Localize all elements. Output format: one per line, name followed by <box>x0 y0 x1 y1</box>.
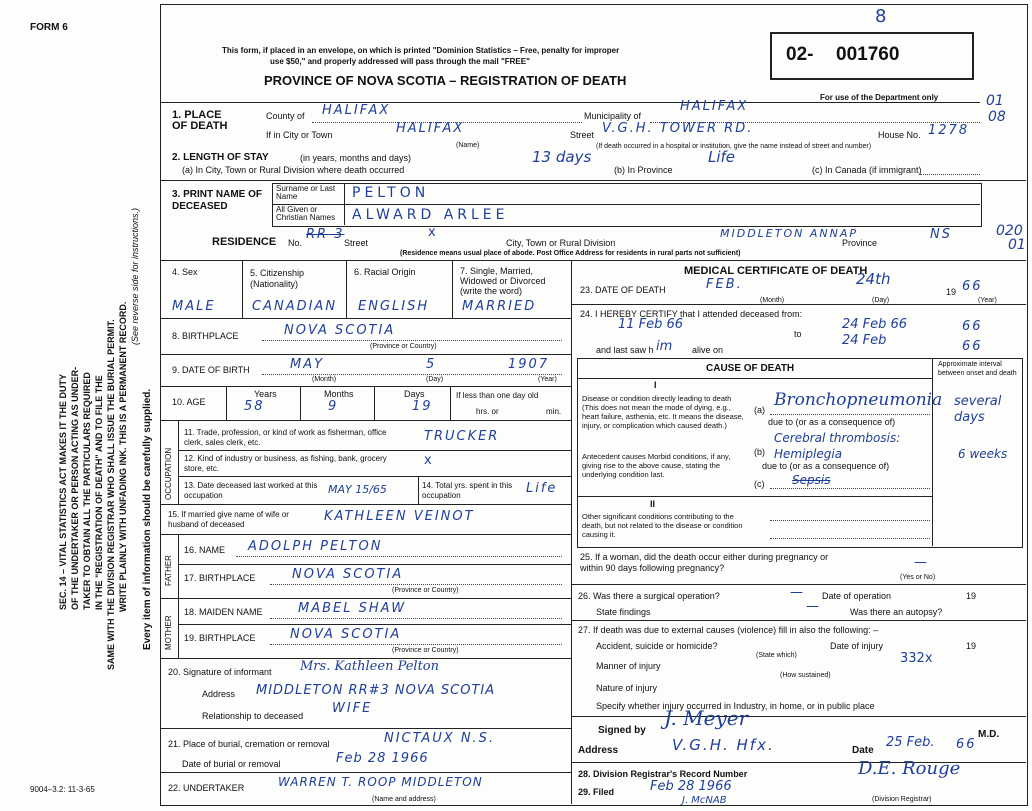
rule-15 <box>160 504 571 505</box>
q25-label: 25. If a woman, did the death occur either during pregnancy or within 90 days following pregnancy? <box>580 552 829 573</box>
mother-maiden-label: 18. MAIDEN NAME <box>184 607 263 617</box>
informant-signature: Mrs. Kathleen Pelton <box>300 659 440 674</box>
registrar-signature: D.E. Rouge <box>858 758 961 779</box>
mother-section-label: MOTHER <box>164 615 173 650</box>
stay-c-label: (c) In Canada (if immigrant) <box>812 165 922 175</box>
filed-by: J. McNAB <box>682 795 727 806</box>
dob-day-hint: (Day) <box>426 376 444 383</box>
dob-day: 5 <box>426 357 437 372</box>
yes-no-hint: (Yes or No) <box>900 574 936 581</box>
residence-division-label: City, Town or Rural Division <box>506 238 616 248</box>
death-year: 66 <box>962 279 983 294</box>
informant-address-value: MIDDLETON RR#3 NOVA SCOTIA <box>256 683 496 698</box>
attended-from: 11 Feb 66 <box>618 317 684 332</box>
county-label: County of <box>266 111 305 121</box>
form-code: 9004–3.2: 11-3-65 <box>30 785 95 794</box>
state-findings-label: State findings <box>596 607 651 617</box>
surname-value: PELTON <box>352 185 430 201</box>
undertaker-hint: (Name and address) <box>372 796 436 803</box>
residence-note: (Residence means usual place of abode. Post Office Address for residents in rural parts not sufficient) <box>400 250 741 257</box>
deceased-label: 3. PRINT NAME OF DECEASED <box>172 189 263 212</box>
cause-of-death-heading: CAUSE OF DEATH <box>706 363 795 374</box>
city-name-hint: (Name) <box>456 142 480 149</box>
mother-birthplace-label: 19. BIRTHPLACE <box>184 633 256 643</box>
given-names-value: ALWARD ARLEE <box>352 207 509 223</box>
stay-b-label: (b) In Province <box>614 165 673 175</box>
interval-heading: Approximate interval between onset and death <box>938 361 1017 377</box>
q29-label: 29. Filed <box>578 787 615 797</box>
municipality-value: HALIFAX <box>680 99 749 114</box>
rule-left-top <box>160 260 1026 261</box>
mother-divider <box>178 598 179 658</box>
burial-date-value: Feb 28 1966 <box>336 751 429 766</box>
signed-by-value: J. Meyer <box>664 706 749 730</box>
residence-province-value: NS <box>930 227 952 242</box>
rule-18 <box>160 598 571 599</box>
last-worked-value: MAY 15/65 <box>328 483 387 496</box>
section-i: I <box>654 380 657 390</box>
rule-9 <box>160 354 571 355</box>
cause-c-value: Sepsis <box>792 473 831 487</box>
occupation-divider <box>178 420 179 504</box>
dept-code-1: 01 <box>986 93 1004 109</box>
col-14-divider <box>418 476 419 504</box>
cause-a-line <box>770 414 930 415</box>
mother-maiden-line <box>270 618 562 619</box>
given-names-label: All Given or Christian Names <box>276 205 336 222</box>
dept-use-label: For use of the Department only <box>820 93 939 102</box>
length-of-stay-hint: (in years, months and days) <box>300 153 412 163</box>
age-years-value: 58 <box>244 399 265 414</box>
side-text-2: OF THE UNDERTAKER OR PERSON ACTING AS UNDER- <box>70 366 80 610</box>
form-number: FORM 6 <box>30 22 68 33</box>
cert-date-value: 25 Feb. <box>886 735 935 750</box>
residence-street-value: x <box>428 225 438 240</box>
hrs-label: hrs. or <box>476 407 499 416</box>
burial-date-label: Date of burial or removal <box>182 759 281 769</box>
alive-on-year: 66 <box>962 339 983 354</box>
nature-label: Nature of injury <box>596 683 658 693</box>
q27-label: 27. If death was due to external causes (violence) fill in also the following: – <box>578 625 879 635</box>
disease-label: Disease or condition directly leading to death (This does not mean the mode of dying, e.g., heart failure, asthenia, etc. It means the disease, injury, or complication which caused death.) <box>582 394 744 430</box>
relationship-label: Relationship to deceased <box>202 711 304 721</box>
address-value: V.G.H. Hfx. <box>672 736 775 754</box>
citizenship-value: CANADIAN <box>252 299 338 314</box>
citizenship-label: 5. Citizenship (Nationality) <box>250 268 305 289</box>
autopsy-value: — <box>806 599 821 614</box>
section-ii: II <box>650 499 656 509</box>
attended-year: 66 <box>962 319 983 334</box>
age-col-2 <box>300 386 301 420</box>
rule-16 <box>160 534 571 535</box>
due-to-label-2: due to (or as a consequence of) <box>762 461 890 471</box>
years-spent-label: 14. Total yrs. spent in this occupation <box>422 481 513 500</box>
municipality-label: Municipality of <box>584 111 642 121</box>
side-text-5: SAME WITH THE DIVISION REGISTRAR WHO SHALL ISSUE THE BURIAL PERMIT. <box>106 319 116 670</box>
certify-label: 24. I HEREBY CERTIFY that I attended deceased from: <box>580 309 803 319</box>
dept-code-4: 01 <box>1008 237 1026 253</box>
age-col-3 <box>374 386 375 420</box>
rule-signed <box>571 716 1026 717</box>
cause-b-label: (b) <box>754 447 765 457</box>
specify-label: Specify whether injury occurred in Industry, in home, or in public place <box>596 701 875 711</box>
death-month: FEB. <box>706 277 743 292</box>
residence-label: RESIDENCE <box>212 236 277 248</box>
side-text-4: IN THE "REGISTRATION OF DEATH" AND TO FILE THE <box>94 375 104 610</box>
house-value: 1278 <box>928 123 970 138</box>
filed-value: Feb 28 1966 <box>650 779 732 794</box>
cause-b-interval: 6 weeks <box>958 447 1008 461</box>
racial-label: 6. Racial Origin <box>354 267 416 277</box>
father-birthplace-value: NOVA SCOTIA <box>292 567 404 582</box>
relationship-value: WIFE <box>332 701 373 716</box>
q26-value: — <box>790 585 805 600</box>
side-text-3: TAKER TO OBTAIN ALL THE PARTICULARS REQUIRED <box>82 372 92 610</box>
md-label: M.D. <box>978 729 1000 740</box>
industry-value: x <box>424 453 434 468</box>
age-col-4 <box>450 386 451 420</box>
cert-date-year: 66 <box>956 737 977 752</box>
stay-a-value: 13 days <box>532 148 592 166</box>
last-saw-him: im <box>656 339 673 354</box>
rule-22 <box>160 772 571 773</box>
col-sex-divider <box>242 260 243 318</box>
informant-address-label: Address <box>202 689 236 699</box>
mail-notice-2: use $50," and properly addressed will pass through the mail "FREE" <box>270 57 530 66</box>
cause-c-label: (c) <box>754 479 765 489</box>
due-to-label-1: due to (or as a consequence of) <box>768 417 896 427</box>
rule-10 <box>160 386 571 387</box>
medical-heading: MEDICAL CERTIFICATE OF DEATH <box>684 265 868 277</box>
county-value: HALIFAX <box>322 103 391 118</box>
residence-no-label: No. <box>288 238 303 248</box>
years-spent-value: Life <box>526 481 558 496</box>
mother-birthplace-value: NOVA SCOTIA <box>290 627 402 642</box>
burial-place-value: NICTAUX N.S. <box>384 731 496 746</box>
side-text-6: WRITE PLAINLY WITH UNFADING INK. THIS IS A PERMANENT RECORD. <box>118 301 128 612</box>
registration-superscript: 8 <box>875 6 889 27</box>
cause-a-label: (a) <box>754 405 765 415</box>
cause-ii-rule <box>577 496 932 497</box>
dept-code-2: 08 <box>988 109 1006 125</box>
col-divider-main <box>571 260 572 804</box>
dept-code-3: 020 <box>996 223 1023 239</box>
injury-code: 332x <box>900 651 933 666</box>
city-label: If in City or Town <box>266 130 333 140</box>
dob-month: MAY <box>290 357 325 372</box>
address-label: Address <box>578 745 619 756</box>
racial-value: ENGLISH <box>358 299 430 314</box>
father-name-label: 16. NAME <box>184 545 226 555</box>
side-text-7: (See reverse side for instructions.) <box>130 207 140 345</box>
last-worked-label: 13. Date deceased last worked at this occupation <box>184 481 318 500</box>
accident-label: Accident, suicide or homicide? <box>596 641 718 651</box>
street-label: Street <box>570 130 595 140</box>
length-of-stay-label: 2. LENGTH OF STAY <box>172 152 269 163</box>
registration-number: 001760 <box>836 44 900 65</box>
registration-prefix: 02- <box>786 44 814 65</box>
q26-label: 26. Was there a surgical operation? <box>578 591 720 601</box>
rule-21 <box>160 728 571 729</box>
residence-street-label: Street <box>344 238 369 248</box>
birthplace-line <box>262 340 562 341</box>
rule-13 <box>178 476 571 477</box>
death-day: 24th <box>856 270 891 288</box>
rule-8 <box>160 318 571 319</box>
city-value: HALIFAX <box>396 121 465 136</box>
col-racial-divider <box>452 260 453 318</box>
cause-a-interval: several days <box>954 394 1002 425</box>
marital-label: 7. Single, Married, Widowed or Divorced (write the word) <box>460 266 546 296</box>
autopsy-label: Was there an autopsy? <box>850 607 943 617</box>
signed-by-label: Signed by <box>598 725 646 736</box>
date-injury-label: Date of injury <box>830 641 884 651</box>
hospital-note: (If death occurred in a hospital or institution, give the name instead of street and number) <box>596 143 872 150</box>
age-days-label: Days <box>404 389 425 399</box>
cause-b-value: Cerebral thrombosis: Hemiplegia <box>774 431 901 461</box>
stay-b-value: Life <box>708 148 736 166</box>
side-text-1: SEC. 14 – VITAL STATISTICS ACT MAKES IT THE DUTY <box>58 373 68 610</box>
date-of-death-label: 23. DATE OF DEATH <box>580 285 666 295</box>
age-months-value: 9 <box>328 399 339 414</box>
col-citizen-divider <box>346 260 347 318</box>
place-of-death-label: 1. PLACE OF DEATH <box>172 109 228 132</box>
attended-to-label: to <box>794 329 802 339</box>
mother-maiden-value: MABEL SHAW <box>298 601 407 616</box>
birthplace-value: NOVA SCOTIA <box>284 323 396 338</box>
other-line-2 <box>770 538 930 539</box>
father-name-value: ADOLPH PELTON <box>248 539 383 554</box>
marital-value: MARRIED <box>462 299 537 314</box>
rule-24 <box>571 304 1026 305</box>
rule-top-1 <box>160 102 980 103</box>
father-section-label: FATHER <box>164 555 173 586</box>
wife-label: 15. If married give name of wife or husband of deceased <box>168 510 289 529</box>
dob-month-hint: (Month) <box>312 376 337 383</box>
father-birthplace-line <box>270 584 562 585</box>
dob-label: 9. DATE OF BIRTH <box>172 365 250 375</box>
dob-year-hint: (Year) <box>538 376 557 383</box>
q25-value: — <box>914 555 929 570</box>
age-days-value: 19 <box>412 399 433 414</box>
cause-c-line <box>770 488 930 489</box>
less-than-day-label: If less than one day old <box>456 391 539 400</box>
form-title: PROVINCE OF NOVA SCOTIA – REGISTRATION OF DEATH <box>264 73 627 88</box>
antecedent-label: Antecedent causes Morbid conditions, if any, giving rise to the above cause, stating the underlying condition last. <box>582 452 731 479</box>
birthplace-hint: (Province or Country) <box>370 343 437 350</box>
sex-label: 4. Sex <box>172 267 198 277</box>
rule-11 <box>160 420 571 421</box>
age-label: 10. AGE <box>172 397 206 407</box>
age-months-label: Months <box>324 389 354 399</box>
sex-value: MALE <box>172 299 216 314</box>
dob-year: 1907 <box>508 357 550 372</box>
manner-label: Manner of injury <box>596 661 661 671</box>
state-which-hint: (State which) <box>756 652 797 659</box>
name-mid-rule <box>272 204 980 205</box>
undertaker-label: 22. UNDERTAKER <box>168 783 245 793</box>
birthplace-label: 8. BIRTHPLACE <box>172 331 239 341</box>
cert-date-label: Date <box>852 745 874 756</box>
min-label: min. <box>546 407 562 416</box>
residence-no-value: RR 3 <box>306 227 345 242</box>
trade-label: 11. Trade, profession, or kind of work as fisherman, office clerk, sales clerk, etc. <box>184 428 387 447</box>
residence-province-label: Province <box>842 238 878 248</box>
alive-on-value: 24 Feb <box>842 333 887 348</box>
cause-heading-rule <box>577 378 932 379</box>
rule-3 <box>160 180 1026 181</box>
death-year-hint: (Year) <box>978 297 997 304</box>
death-month-hint: (Month) <box>760 297 785 304</box>
undertaker-value: WARREN T. ROOP MIDDLETON <box>278 775 483 789</box>
date-operation-19: 19 <box>966 591 977 601</box>
alive-on-label: alive on <box>692 345 724 355</box>
age-col-1 <box>226 386 227 420</box>
father-birthplace-label: 17. BIRTHPLACE <box>184 573 256 583</box>
registrar-hint: (Division Registrar) <box>872 796 932 803</box>
rule-17 <box>178 564 571 565</box>
occupation-section-label: OCCUPATION <box>164 447 173 500</box>
trade-value: TRUCKER <box>424 429 500 444</box>
mail-notice-1: This form, if placed in an envelope, on which is printed "Dominion Statistics – Free, penalty for improper <box>222 46 620 55</box>
attended-to: 24 Feb 66 <box>842 317 908 332</box>
other-line-1 <box>770 520 930 521</box>
cause-a-value: Bronchopneumonia <box>774 390 943 410</box>
how-sustained-hint: (How sustained) <box>780 672 831 679</box>
stay-c-line <box>920 174 980 175</box>
age-years-label: Years <box>254 389 277 399</box>
residence-division-value: MIDDLETON ANNAP <box>720 227 858 240</box>
surname-label: Surname or Last Name <box>276 184 336 201</box>
q28-label: 28. Division Registrar's Record Number <box>578 769 748 779</box>
house-label: House No. <box>878 130 921 140</box>
industry-label: 12. Kind of industry or business, as fishing, bank, grocery store, etc. <box>184 454 387 473</box>
rule-27 <box>571 620 1026 621</box>
other-conditions-label: Other significant conditions contributing to the death, but not related to the disease or condition causing it. <box>582 512 743 539</box>
dob-line <box>262 374 562 375</box>
death-day-hint: (Day) <box>872 297 890 304</box>
side-text-8: Every item of information should be carefully supplied. <box>142 388 153 650</box>
rule-19 <box>178 624 571 625</box>
wife-value: KATHLEEN VEINOT <box>324 509 475 524</box>
death-year-prefix: 19 <box>946 287 957 297</box>
mother-birthplace-hint: (Province or Country) <box>392 647 459 654</box>
informant-sig-label: 20. Signature of informant <box>168 667 272 677</box>
rule-12 <box>178 450 571 451</box>
street-value: V.G.H. TOWER RD. <box>602 121 754 136</box>
date-operation-label: Date of operation <box>822 591 892 601</box>
last-saw-label: and last saw h <box>596 345 654 355</box>
father-birthplace-hint: (Province or Country) <box>392 587 459 594</box>
mother-birthplace-line <box>270 644 562 645</box>
burial-place-label: 21. Place of burial, cremation or removal <box>168 739 330 749</box>
date-injury-19: 19 <box>966 641 977 651</box>
father-divider <box>178 534 179 598</box>
stay-a-label: (a) In City, Town or Rural Division where death occurred <box>182 165 405 175</box>
father-name-line <box>236 556 562 557</box>
